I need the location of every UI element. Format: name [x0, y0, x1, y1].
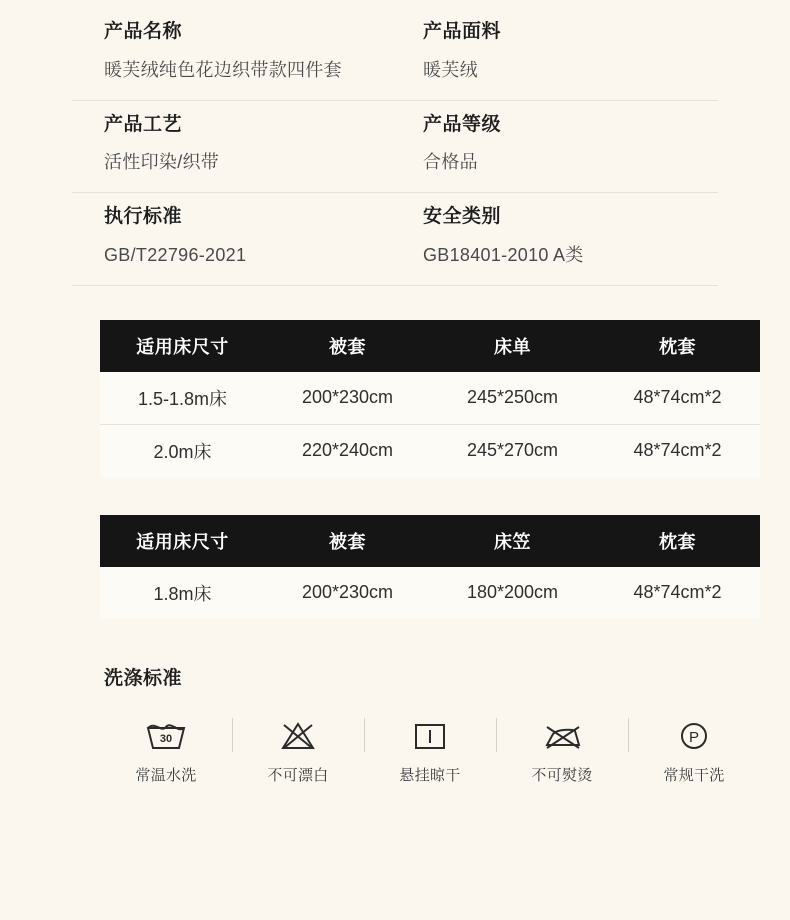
table-header-row — [100, 320, 760, 372]
care-label: 常温水洗 — [135, 766, 197, 784]
spec-cell-fabric — [395, 18, 718, 84]
table-cell: 48*74cm*2 — [595, 567, 760, 619]
table-header-cell: 床单 — [430, 320, 595, 372]
spec-section — [72, 0, 718, 286]
care-item-hang-dry — [364, 712, 496, 785]
spec-label: 产品工艺 — [104, 113, 183, 135]
spec-label: 产品等级 — [423, 113, 502, 135]
care-label: 不可漂白 — [267, 766, 329, 784]
care-section — [100, 663, 760, 785]
hang-dry-icon — [364, 712, 496, 758]
care-label: 常规干洗 — [663, 766, 725, 784]
spec-cell-standard — [72, 203, 395, 269]
table-cell: 2.0m床 — [100, 424, 265, 477]
care-title: 洗涤标准 — [104, 667, 183, 689]
table-header-cell: 枕套 — [595, 515, 760, 567]
spec-label: 安全类别 — [423, 206, 502, 227]
spec-value: 暖芙绒纯色花边织带款四件套 — [104, 59, 342, 80]
spec-cell-grade — [395, 111, 718, 177]
spec-cell-product-name — [72, 18, 395, 84]
table-header — [100, 320, 760, 372]
table-body — [100, 567, 760, 619]
spec-row — [72, 8, 718, 101]
table-cell: 220*240cm — [265, 424, 430, 477]
care-item-wash — [100, 712, 232, 785]
table-cell: 200*230cm — [265, 372, 430, 425]
table-header-cell: 被套 — [265, 320, 430, 372]
table-row — [100, 567, 760, 619]
table-row — [100, 372, 760, 425]
svg-text:30: 30 — [159, 732, 173, 745]
spec-cell-safety-class — [395, 203, 718, 269]
spec-label: 执行标准 — [104, 206, 183, 227]
table-cell: 245*270cm — [430, 424, 595, 477]
spec-label: 产品名称 — [104, 21, 183, 42]
dry-clean-p-icon — [628, 712, 760, 758]
size-table-fitted-sheet — [100, 515, 760, 619]
spec-label: 产品面料 — [423, 21, 502, 42]
table-cell: 245*250cm — [430, 372, 595, 425]
spec-value: 暖芙绒 — [423, 59, 478, 80]
spec-value: GB/T22796-2021 — [104, 244, 247, 265]
table-cell: 48*74cm*2 — [595, 372, 760, 425]
table-header-cell: 床笠 — [430, 515, 595, 567]
table-header-cell: 适用床尺寸 — [100, 320, 265, 372]
care-item-no-iron — [496, 712, 628, 785]
care-label: 悬挂晾干 — [399, 766, 461, 784]
table-header-cell: 枕套 — [595, 320, 760, 372]
table-row — [100, 424, 760, 477]
size-table-bedsheet — [100, 320, 760, 477]
table-cell: 1.5-1.8m床 — [100, 372, 265, 425]
svg-text:P: P — [688, 728, 700, 746]
spec-row — [72, 101, 718, 194]
table-cell: 48*74cm*2 — [595, 424, 760, 477]
care-item-no-bleach — [232, 712, 364, 785]
no-iron-icon — [496, 712, 628, 758]
table-cell: 200*230cm — [265, 567, 430, 619]
table-body — [100, 372, 760, 477]
table-header-cell: 适用床尺寸 — [100, 515, 265, 567]
table-header — [100, 515, 760, 567]
spec-value: GB18401-2010 A类 — [423, 244, 584, 265]
care-label: 不可熨烫 — [531, 766, 593, 784]
table-header-row — [100, 515, 760, 567]
no-bleach-icon — [232, 712, 364, 758]
spec-value: 合格品 — [423, 152, 478, 172]
wash-30-icon — [100, 712, 232, 758]
spec-value: 活性印染/织带 — [104, 152, 220, 172]
table-cell: 1.8m床 — [100, 567, 265, 619]
spec-cell-craft — [72, 111, 395, 177]
care-items — [100, 712, 760, 785]
table-cell: 180*200cm — [430, 567, 595, 619]
spec-row — [72, 193, 718, 286]
care-item-dry-clean — [628, 712, 760, 785]
table-header-cell: 被套 — [265, 515, 430, 567]
